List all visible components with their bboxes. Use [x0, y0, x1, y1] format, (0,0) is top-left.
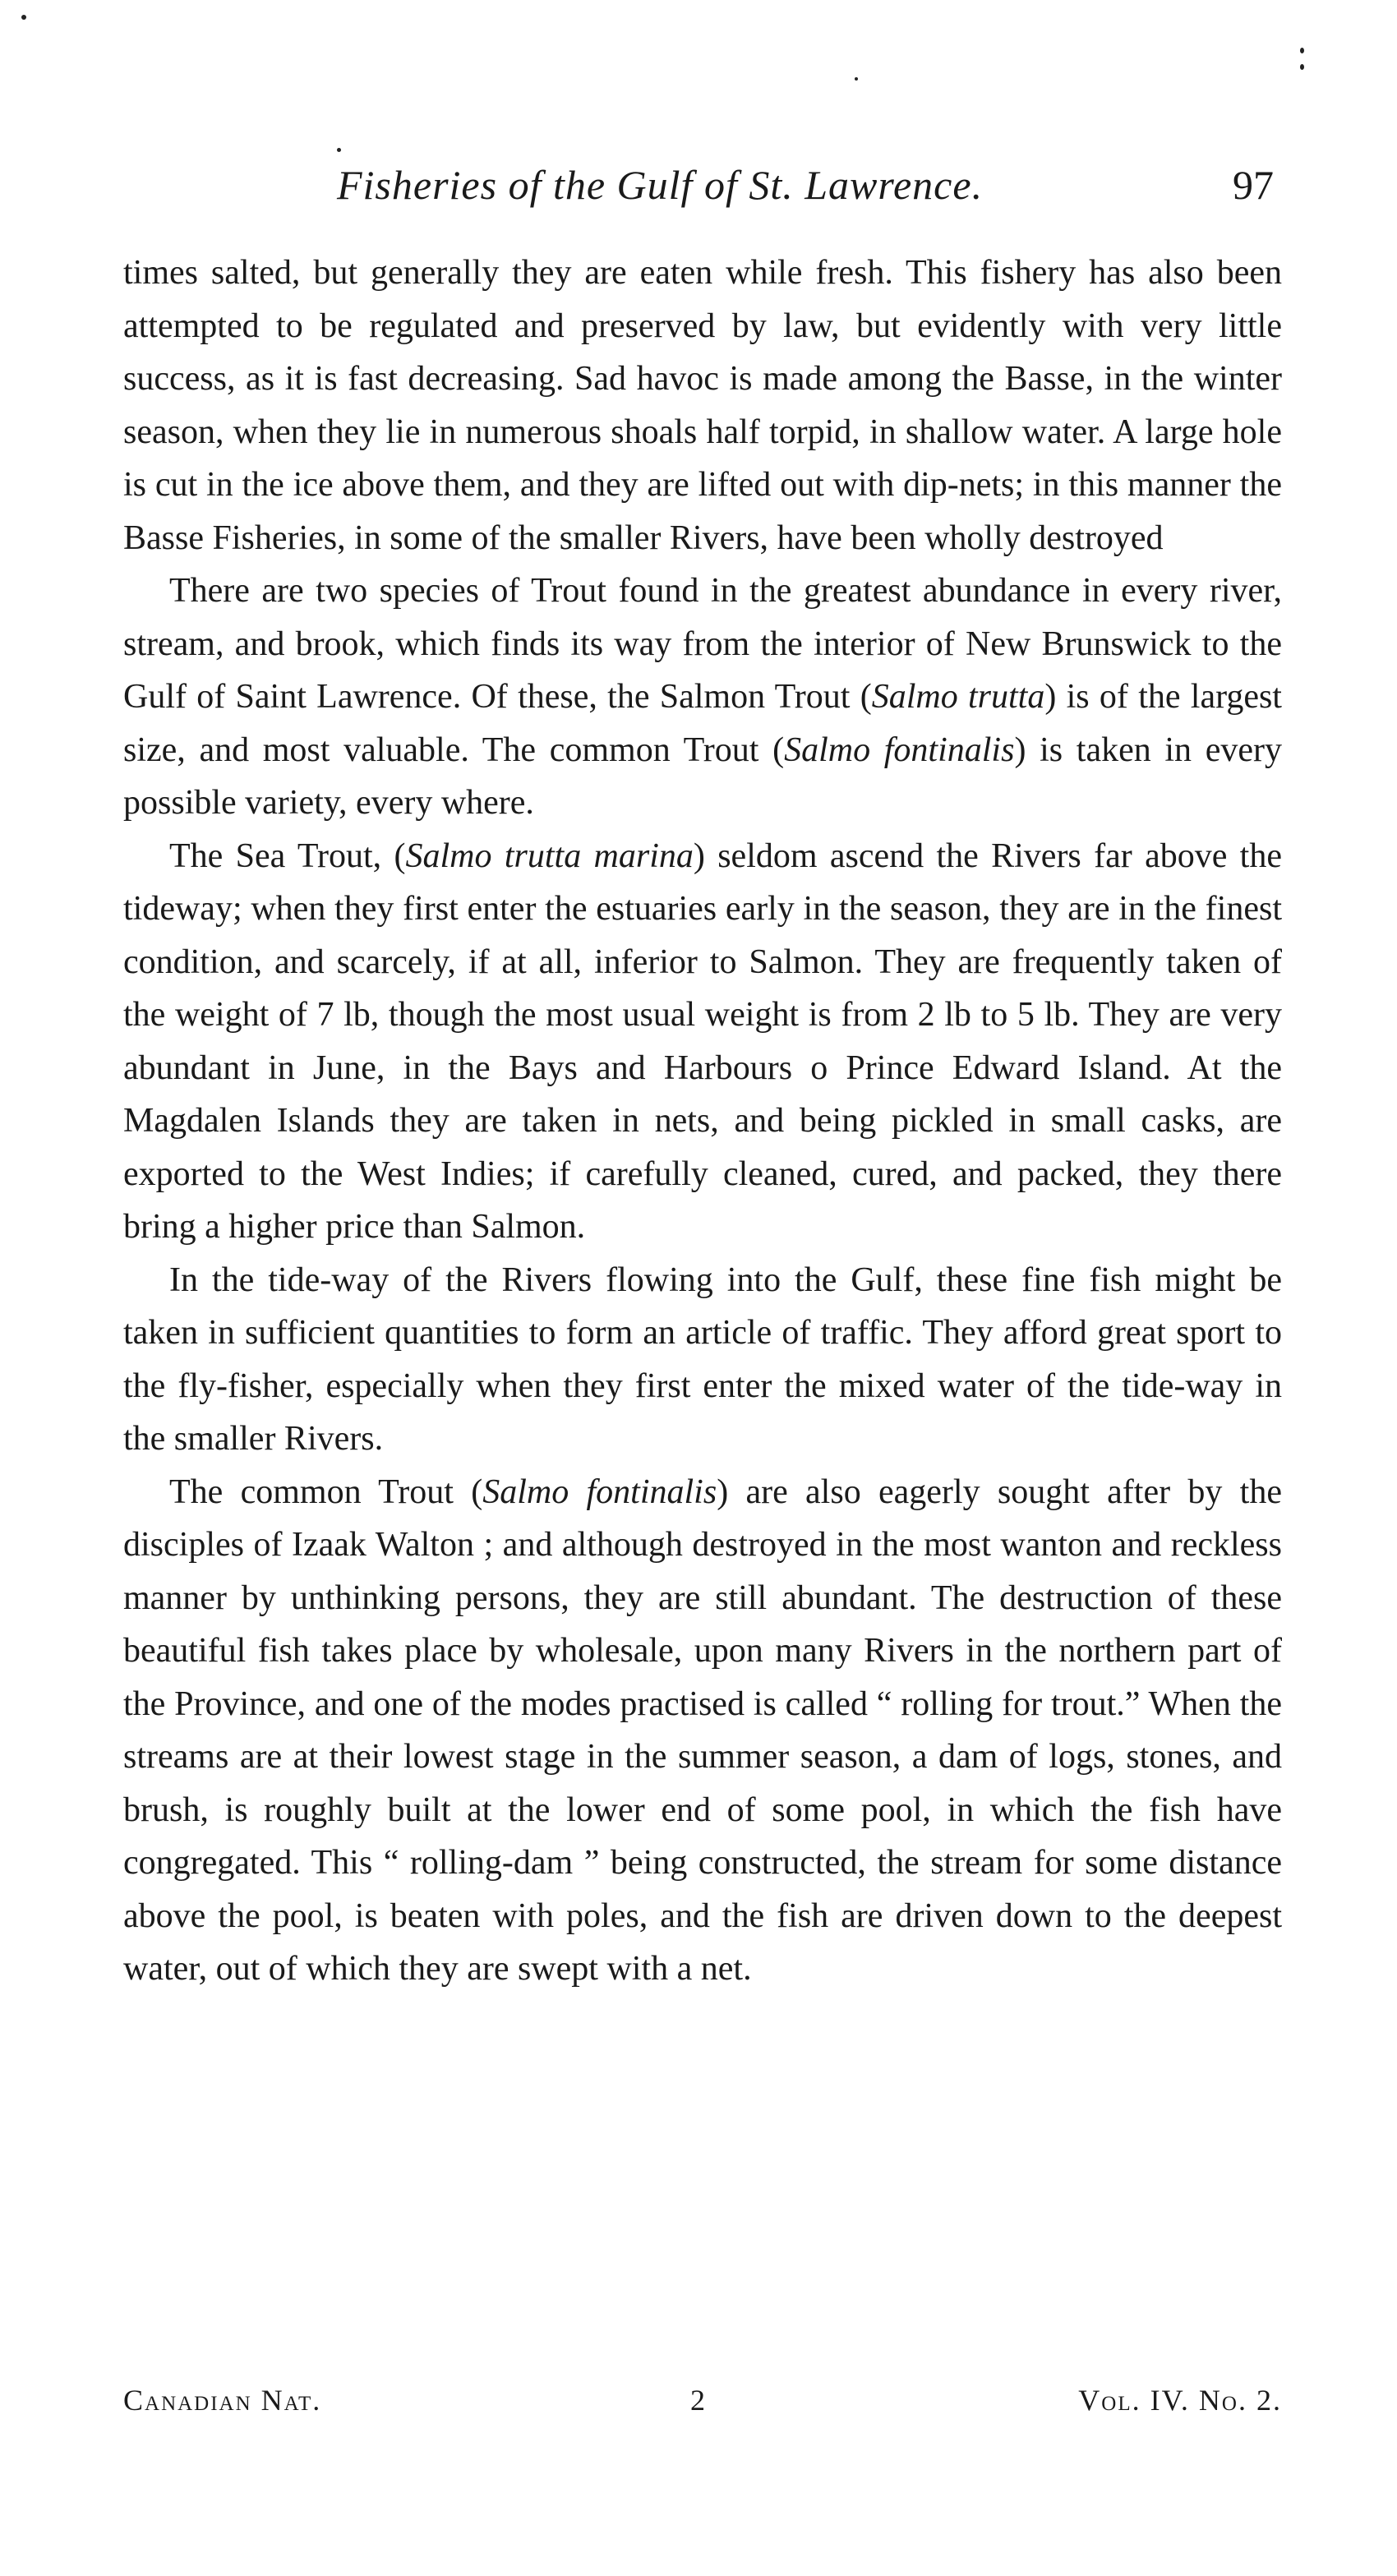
text-run: ) is taken in every possible variety, every where.: [123, 730, 1282, 822]
journal-signature: Canadian Nat.: [123, 2384, 322, 2417]
text-run: In the tide-way of the Rivers flowing into the Gulf, these fine fish might be taken in sufficient quantities to form an article of traffic. They afford great sport to the fly-fisher, especially when they first enter the mixed water of the tide-way in the smaller Rivers.: [123, 1260, 1282, 1458]
paragraph: [123, 1466, 1282, 1996]
paragraph: [123, 565, 1282, 830]
text-run: ) is of the largest size, and most valuable. The common Trout (: [123, 678, 1282, 769]
signature-mark: 2: [690, 2384, 705, 2417]
italic-species-name: Salmo trutta: [871, 678, 1045, 716]
body-text: [123, 247, 1282, 1996]
text-run: The common Trout (: [169, 1472, 483, 1511]
ink-speck: [1300, 64, 1304, 70]
text-run: times salted, but generally they are eaten while fresh. This fishery has also been attempted to be regulated and preserved by law, but evidently with very little success, as it is fast decreasing. Sad havoc is made among the Basse, in the winter season, when they lie in numerous shoals half torpid, in shallow water. A large hole is cut in the ice above them, and they are lifted out with dip-nets; in this manner the Basse Fisheries, in some of the smaller Rivers, have been wholly destroyed: [123, 254, 1282, 557]
page-footer: [123, 2383, 1282, 2432]
page-header: [123, 161, 1282, 219]
page-number: 97: [1233, 162, 1274, 208]
paragraph: [123, 247, 1282, 565]
text-run: There are two species of Trout found in the greatest abundance in every river, stream, and brook, which finds its way from the interior of New Brunswick to the Gulf of Saint Lawrence. Of these, the Salmon Trout (: [123, 572, 1282, 716]
text-run: The Sea Trout, (: [169, 836, 406, 875]
italic-species-name: Salmo fontinalis: [784, 730, 1015, 769]
ink-speck: [337, 148, 341, 152]
ink-speck: [855, 77, 858, 81]
text-run: ) seldom ascend the Rivers far above the tideway; when they first enter the estuaries early in the season, they are in the finest condition, and scarcely, if at all, inferior to Salmon. They are frequently taken of the weight of 7 lb, though the most usual weight is from 2 lb to 5 lb. They are very abundant in June, in the Bays and Harbours o Prince Edward Island. At the Magdalen Islands they are taken in nets, and being pickled in small casks, are exported to the West Indies; if carefully cleaned, cured, and packed, they there bring a higher price than Salmon.: [123, 836, 1282, 1246]
italic-species-name: Salmo fontinalis: [482, 1472, 717, 1511]
ink-speck: [21, 15, 26, 20]
paragraph: [123, 830, 1282, 1254]
paragraph: [123, 1254, 1282, 1466]
ink-speck: [1300, 48, 1304, 53]
text-run: ) are also eagerly sought after by the disciples of Izaak Walton ; and although destroyed in the most wanton and reckless manner by unthinking persons, they are still abundant. The destruction of these beautiful fish takes place by wholesale, upon many Rivers in the northern part of the Province, and one of the modes practised is called “ rolling for trout.” When the streams are at their lowest stage in the summer season, a dam of logs, stones, and brush, is roughly built at the lower end of some pool, in which the fish have congregated. This “ rolling-dam ” being constructed, the stream for some distance above the pool, is beaten with poles, and the fish are driven down to the deepest water, out of which they are swept with a net.: [123, 1472, 1282, 1988]
running-title: Fisheries of the Gulf of St. Lawrence.: [337, 162, 984, 208]
italic-species-name: Salmo trutta marina: [405, 836, 694, 875]
volume-number: Vol. IV. No. 2.: [1078, 2384, 1282, 2417]
